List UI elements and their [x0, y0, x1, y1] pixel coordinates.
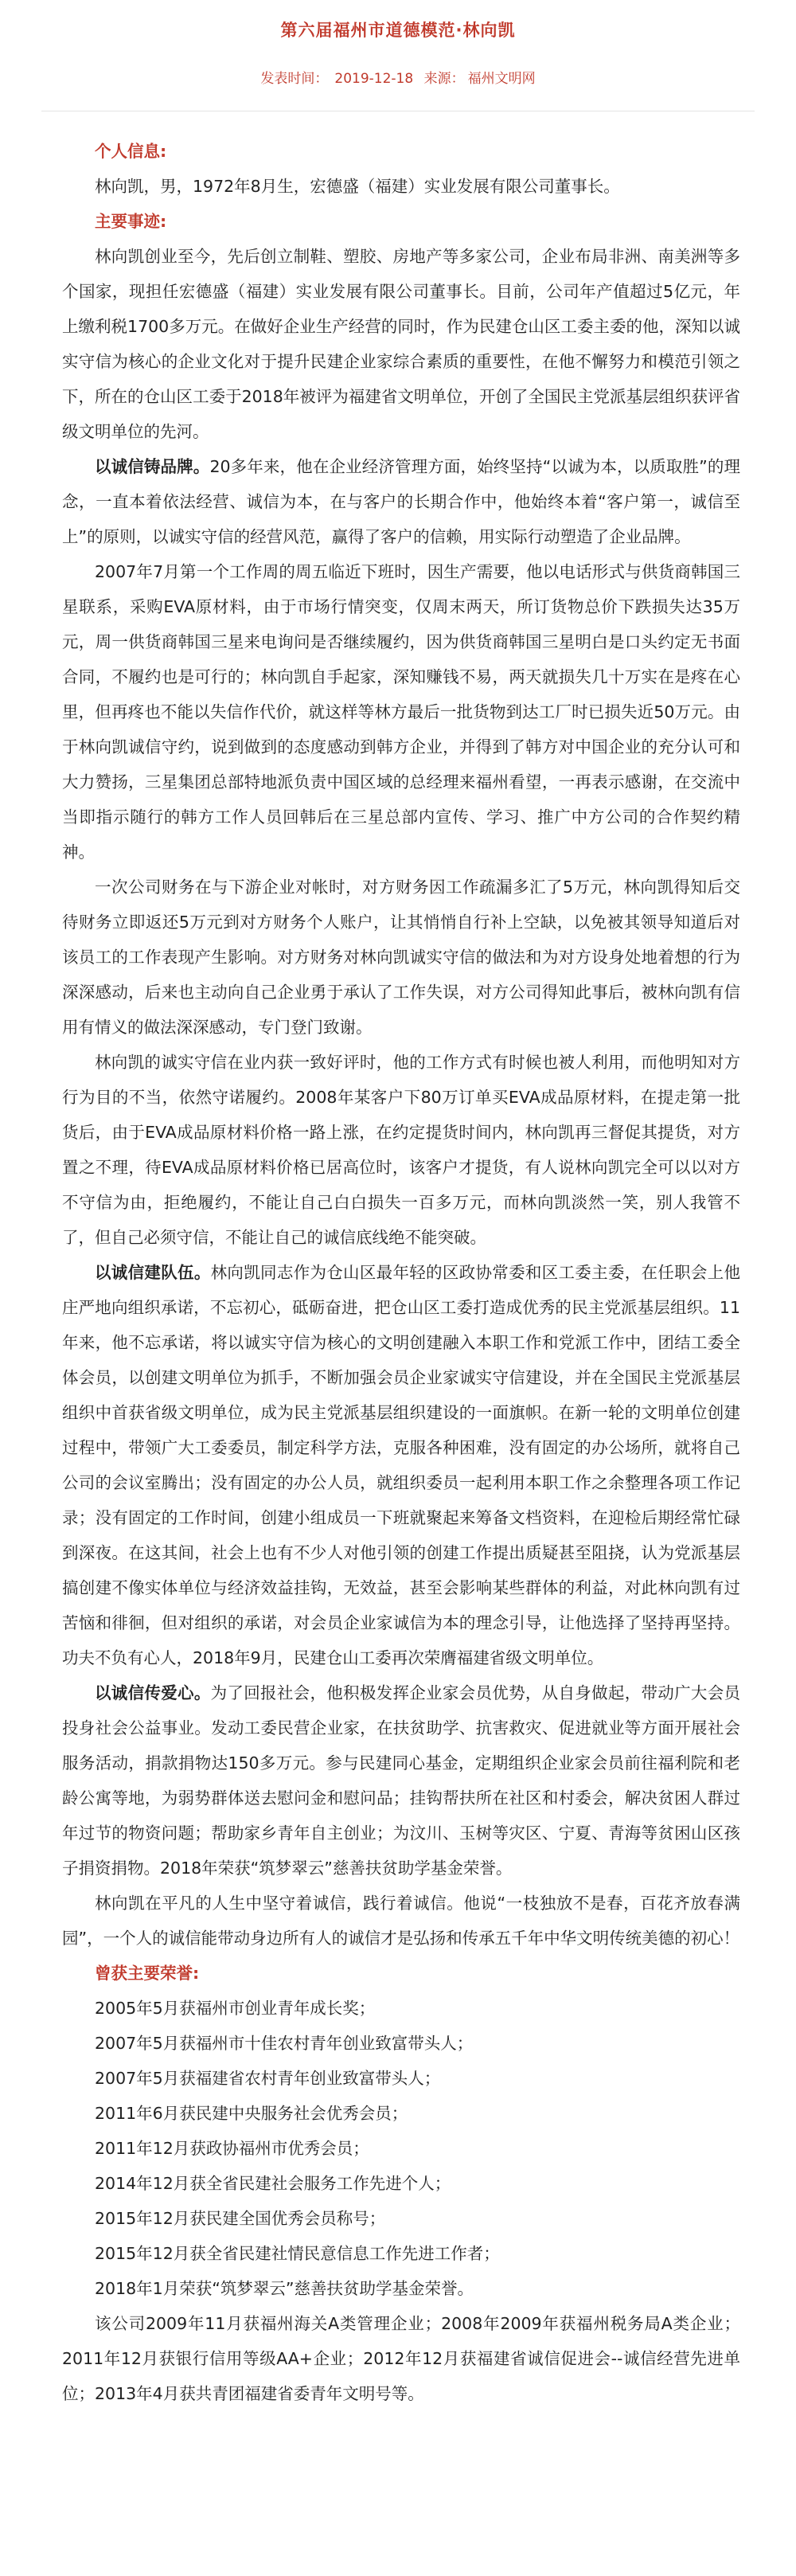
deeds-paragraph: 以诚信建队伍。林向凯同志作为仓山区最年轻的区政协常委和区工委主委，在任职会上他庄严地向组织承诺，不忘初心，砥砺奋进，把仓山区工委打造成优秀的民主党派基层组织。11年来，他不忘承诺，将以诚实守信为核心的文明创建融入本职工作和党派工作中，团结工委全体会员，以创建文明单位为抓手，不断加强会员企业家诚实守信建设，并在全国民主党派基层组织中首获省级文明单位，成为民主党派基层组织建设的一面旗帜。在新一轮的文明单位创建过程中，带领广大工委委员，制定科学方法，克服各种困难，没有固定的办公场所，就将自己公司的会议室腾出；没有固定的办公人员，就组织委员一起利用本职工作之余整理各项工作记录；没有固定的工作时间，创建小组成员一下班就聚起来筹备文档资料，在迎检后期经常忙碌到深夜。在这其间，社会上也有不少人对他引领的创建工作提出质疑甚至阻挠，认为党派基层搞创建不像实体单位与经济效益挂钩，无效益，甚至会影响某些群体的利益，对此林向凯有过苦恼和徘徊，但对组织的承诺，对会员企业家诚信为本的理念引导，让他选择了坚持再坚持。功夫不负有心人，2018年9月，民建仓山工委再次荣膺福建省级文明单位。 — [62, 1263, 741, 1667]
honor-item: 2015年12月获民建全国优秀会员称号； — [95, 2209, 386, 2228]
honor-item: 2015年12月获全省民建社情民意信息工作先进工作者； — [95, 2244, 500, 2263]
source-name: 福州文明网 — [467, 71, 536, 87]
article-title: 第六届福州市道德模范·林向凯 — [280, 21, 516, 40]
personal-heading: 个人信息: — [95, 142, 167, 161]
deeds-heading: 主要事迹: — [95, 212, 167, 231]
deeds-paragraph: 林向凯在平凡的人生中坚守着诚信，践行着诚信。他说“一枝独放不是春，百花齐放春满园”，一个人的诚信能带动身边所有人的诚信才是弘扬和传承五千年中华文明传统美德的初心！ — [62, 1894, 740, 1948]
deeds-paragraph: 林向凯创业至今，先后创立制鞋、塑胶、房地产等多家公司，企业布局非洲、南美洲等多个国家，现担任宏德盛（福建）实业发展有限公司董事长。目前，公司年产值超过5亿元，年上缴利税1700多万元。在做好企业生产经营的同时，作为民建仓山区工委主委的他，深知以诚实守信为核心的企业文化对于提升民建企业家综合素质的重要性，在他不懈努力和模范引领之下，所在的仓山区工委于2018年被评为福建省文明单位，开创了全国民主党派基层组织获评省级文明单位的先河。 — [62, 247, 740, 441]
honor-item: 2018年1月荣获“筑梦翠云”慈善扶贫助学基金荣誉。 — [95, 2279, 474, 2298]
honor-item: 2005年5月获福州市创业青年成长奖； — [95, 1999, 376, 2018]
honors-list — [62, 1991, 740, 2306]
company-honors: 该公司2009年11月获福州海关A类管理企业；2008年2009年获福州税务局A类企业；2011年12月获银行信用等级AA+企业；2012年12月获福建省诚信促进会--诚信经营先进单位；2013年4月获共青团福建省委青年文明号等。 — [62, 2314, 740, 2403]
article-body — [62, 134, 740, 2411]
article-meta — [0, 67, 796, 87]
deeds-subheading: 以诚信建队伍。 — [95, 1263, 211, 1282]
deeds-paragraph: 2007年7月第一个工作周的周五临近下班时，因生产需要，他以电话形式与供货商韩国三星联系，采购EVA原材料，由于市场行情突变，仅周末两天，所订货物总价下跌损失达35万元，周一供货商韩国三星来电询问是否继续履约，因为供货商韩国三星明白是口头约定无书面合同，不履约也是可行的；林向凯自手起家，深知赚钱不易，两天就损失几十万实在是疼在心里，但再疼也不能以失信作代价，就这样等林方最后一批货物到达工厂时已损失近50万元。由于林向凯诚信守约，说到做到的态度感动到韩方企业，并得到了韩方对中国企业的充分认可和大力赞扬，三星集团总部特地派负责中国区域的总经理来福州看望，一再表示感谢，在交流中当即指示随行的韩方工作人员回韩后在三星总部内宣传、学习、推广中方公司的合作契约精神。 — [62, 562, 740, 862]
publish-date: 2019-12-18 — [334, 71, 414, 87]
honor-item: 2011年12月获政协福州市优秀会员； — [95, 2139, 369, 2158]
honor-item: 2007年5月获福建省农村青年创业致富带头人； — [95, 2069, 441, 2088]
deeds-subheading: 以诚信铸品牌。 — [95, 457, 210, 476]
publish-label: 发表时间： — [260, 71, 329, 87]
honors-heading: 曾获主要荣誉: — [95, 1964, 200, 1983]
deeds-paragraph: 一次公司财务在与下游企业对帐时，对方财务因工作疏漏多汇了5万元，林向凯得知后交待财务立即返还5万元到对方财务个人账户，让其悄悄自行补上空缺，以免被其领导知道后对该员工的工作表现产生影响。对方财务对林向凯诚实守信的做法和为对方设身处地着想的行为深深感动，后来也主动向自己企业勇于承认了工作失误，对方公司得知此事后，被林向凯有信用有情义的做法深深感动，专门登门致谢。 — [62, 878, 740, 1037]
honor-item: 2011年6月获民建中央服务社会优秀会员； — [95, 2104, 408, 2123]
deeds-paragraph: 以诚信铸品牌。20多年来，他在企业经济管理方面，始终坚持“以诚为本，以质取胜”的理念，一直本着依法经营、诚信为本，在与客户的长期合作中，他始终本着“客户第一，诚信至上”的原则，以诚实守信的经营风范，赢得了客户的信赖，用实际行动塑造了企业品牌。 — [62, 457, 741, 546]
deeds-paragraph: 林向凯的诚实守信在业内获一致好评时，他的工作方式有时候也被人利用，而他明知对方行为目的不当，依然守诺履约。2008年某客户下80万订单买EVA成品原材料，在提走第一批货后，由于EVA成品原材料价格一路上涨，在约定提货时间内，林向凯再三督促其提货，对方置之不理，待EVA成品原材料价格已居高位时，该客户才提货，有人说林向凯完全可以以对方不守信为由，拒绝履约，不能让自己白白损失一百多万元，而林向凯淡然一笑，别人我管不了，但自己必须守信，不能让自己的诚信底线绝不能突破。 — [62, 1053, 740, 1247]
personal-info: 林向凯，男，1972年8月生，宏德盛（福建）实业发展有限公司董事长。 — [95, 177, 620, 196]
honor-item: 2014年12月获全省民建社会服务工作先进个人； — [95, 2174, 451, 2193]
deeds-subheading: 以诚信传爱心。 — [95, 1683, 211, 1702]
honor-item: 2007年5月获福州市十佳农村青年创业致富带头人； — [95, 2034, 474, 2053]
source-label: 来源： — [423, 71, 465, 87]
deeds-paragraph: 以诚信传爱心。为了回报社会，他积极发挥企业家会员优势，从自身做起，带动广大会员投身社会公益事业。发动工委民营企业家，在扶贫助学、抗害救灾、促进就业等方面开展社会服务活动，捐款捐物达150多万元。参与民建同心基金，定期组织企业家会员前往福利院和老龄公寓等地，为弱势群体送去慰问金和慰问品；挂钩帮扶所在社区和村委会，解决贫困人群过年过节的物资问题；帮助家乡青年自主创业；为汶川、玉树等灾区、宁夏、青海等贫困山区孩子捐资捐物。2018年荣获“筑梦翠云”慈善扶贫助学基金荣誉。 — [62, 1683, 741, 1878]
